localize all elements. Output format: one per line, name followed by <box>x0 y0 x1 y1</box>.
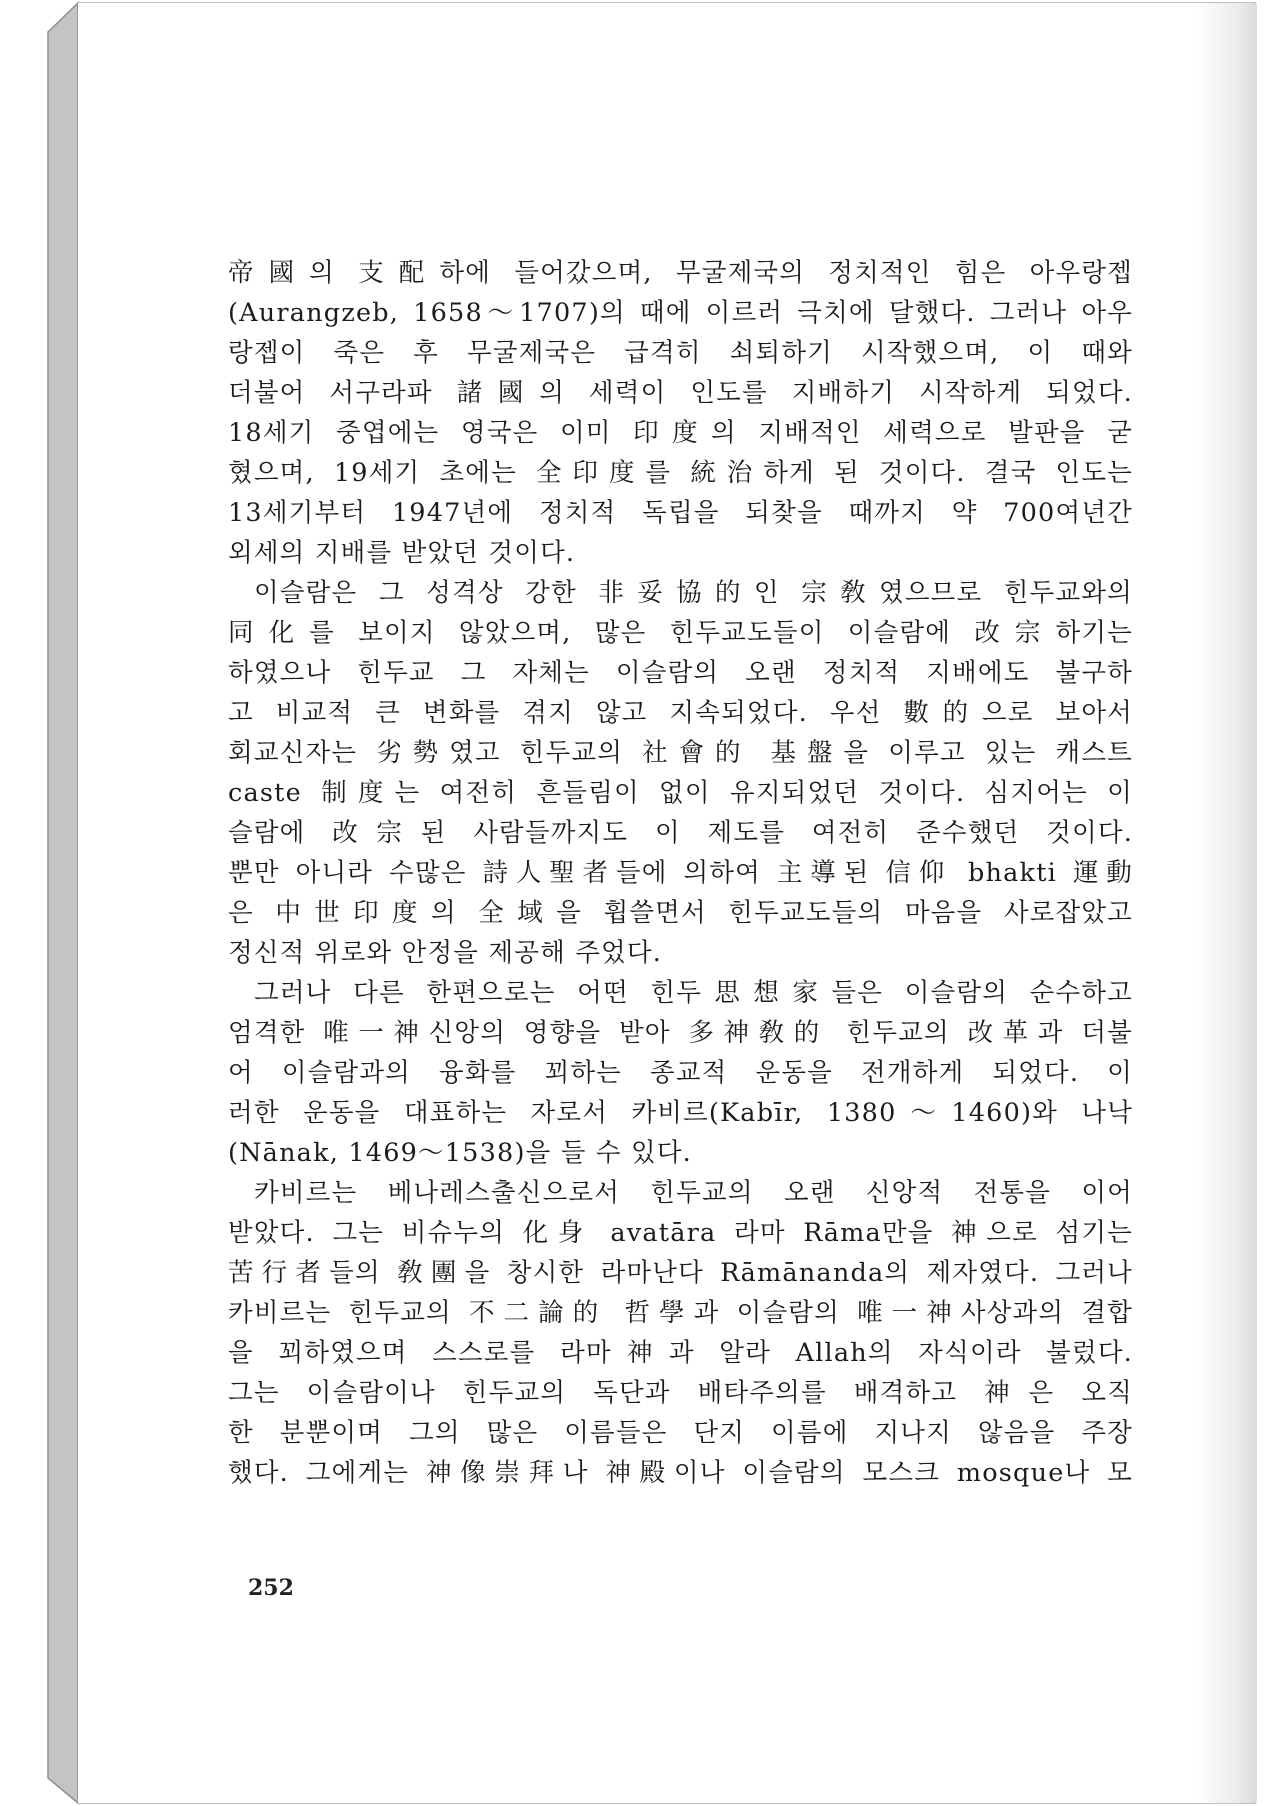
text-line: 어 이슬람과의 융화를 꾀하는 종교적 운동을 전개하게 되었다. 이 <box>228 1058 1133 1088</box>
page <box>78 3 1255 1803</box>
text-line: 받았다. 그는 비슈누의 化身 avatāra 라마 Rāma만을 神으로 섬기는 <box>228 1218 1133 1248</box>
text-line: 엄격한 唯一神신앙의 영향을 받아 多神敎的 힌두교의 改革과 더불 <box>228 1018 1133 1048</box>
text-line: 혔으며, 19세기 초에는 全印度를 統治하게 된 것이다. 결국 인도는 <box>228 458 1133 488</box>
paragraph-2 <box>228 573 1133 973</box>
page-edge-shadow <box>1195 3 1255 1803</box>
text-line: 더불어 서구라파 諸國의 세력이 인도를 지배하기 시작하게 되었다. <box>228 378 1133 408</box>
text-line: (Nānak, 1469～1538)을 들 수 있다. <box>228 1138 692 1168</box>
text-line: 외세의 지배를 받았던 것이다. <box>228 538 576 568</box>
text-line: 그는 이슬람이나 힌두교의 독단과 배타주의를 배격하고 神은 오직 <box>228 1378 1133 1408</box>
text-line: 회교신자는 劣勢였고 힌두교의 社會的 基盤을 이루고 있는 캐스트 <box>228 738 1133 768</box>
paragraph-1 <box>228 253 1133 573</box>
text-line: 했다. 그에게는 神像崇拜나 神殿이나 이슬람의 모스크 mosque나 모 <box>228 1458 1133 1488</box>
text-line: 13세기부터 1947년에 정치적 독립을 되찾을 때까지 약 700여년간 <box>228 498 1133 528</box>
text-line: 同化를 보이지 않았으며, 많은 힌두교도들이 이슬람에 改宗하기는 <box>228 618 1133 648</box>
page-number: 252 <box>248 1575 294 1601</box>
text-line: (Aurangzeb, 1658～1707)의 때에 이르러 극치에 달했다. 그러나 아우 <box>228 298 1133 328</box>
text-line: 슬람에 改宗된 사람들까지도 이 제도를 여전히 준수했던 것이다. <box>228 818 1133 848</box>
text-line: caste 制度는 여전히 흔들림이 없이 유지되었던 것이다. 심지어는 이 <box>228 778 1133 808</box>
text-line: 18세기 중엽에는 영국은 이미 印度의 지배적인 세력으로 발판을 굳 <box>228 418 1133 448</box>
text-line: 을 꾀하였으며 스스로를 라마神과 알라 Allah의 자식이라 불렀다. <box>228 1338 1133 1368</box>
paragraph-3 <box>228 973 1133 1173</box>
text-line: 이슬람은 그 성격상 강한 非妥協的인 宗敎였으므로 힌두교와의 <box>254 578 1133 608</box>
text-line: 한 분뿐이며 그의 많은 이름들은 단지 이름에 지나지 않음을 주장 <box>228 1418 1133 1448</box>
paragraph-4 <box>228 1173 1133 1493</box>
text-line: 고 비교적 큰 변화를 겪지 않고 지속되었다. 우선 數的으로 보아서 <box>228 698 1133 728</box>
text-line: 苦行者들의 敎團을 창시한 라마난다 Rāmānanda의 제자였다. 그러나 <box>228 1258 1133 1288</box>
text-line: 카비르는 힌두교의 不二論的 哲學과 이슬람의 唯一神사상과의 결합 <box>228 1298 1133 1328</box>
text-line: 러한 운동을 대표하는 자로서 카비르(Kabīr, 1380～1460)와 나낙 <box>228 1098 1133 1128</box>
text-line: 랑젭이 죽은 후 무굴제국은 급격히 쇠퇴하기 시작했으며, 이 때와 <box>228 338 1133 368</box>
text-line: 카비르는 베나레스출신으로서 힌두교의 오랜 신앙적 전통을 이어 <box>254 1178 1133 1208</box>
text-line: 뿐만 아니라 수많은 詩人聖者들에 의하여 主導된 信仰 bhakti 運動 <box>228 858 1133 888</box>
text-line: 정신적 위로와 안정을 제공해 주었다. <box>228 938 663 968</box>
text-line: 하였으나 힌두교 그 자체는 이슬람의 오랜 정치적 지배에도 불구하 <box>228 658 1133 688</box>
text-line: 은 中世印度의 全域을 휩쓸면서 힌두교도들의 마음을 사로잡았고 <box>228 898 1133 928</box>
body-text <box>228 253 1133 1493</box>
text-line: 그러나 다른 한편으로는 어떤 힌두思想家들은 이슬람의 순수하고 <box>254 978 1133 1008</box>
text-line: 帝國의 支配하에 들어갔으며, 무굴제국의 정치적인 힘은 아우랑젭 <box>228 258 1133 288</box>
